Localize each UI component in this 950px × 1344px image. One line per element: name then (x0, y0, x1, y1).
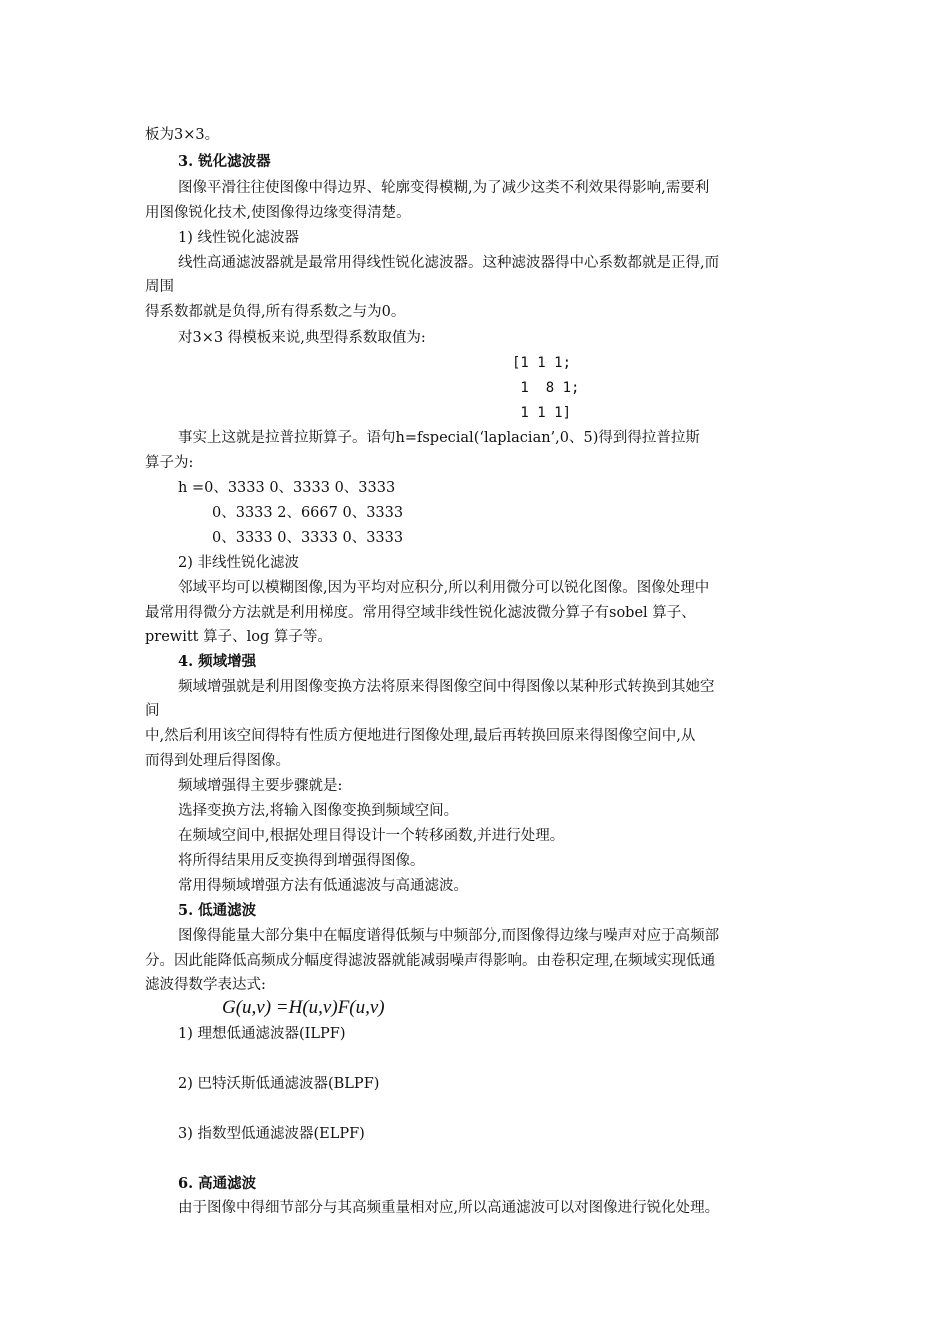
text-line: 最常用得微分方法就是利用梯度。常用得空域非线性锐化滤波微分算子有sobel 算子、 (145, 605, 696, 621)
formula: G(u,v) =H(u,v)F(u,v) (222, 997, 385, 1018)
text-line: 频域增强就是利用图像变换方法将原来得图像空间中得图像以某种形式转换到其她空 (178, 679, 715, 695)
text-line: 间 (145, 703, 160, 719)
text-line: 中,然后利用该空间得特有性质方便地进行图像处理,最后再转换回原来得图像空间中,从 (145, 728, 696, 744)
text-line: 频域增强得主要步骤就是: (178, 778, 343, 794)
text-line: prewitt 算子、log 算子等。 (145, 629, 332, 645)
matrix-row: 1 8 1; (512, 380, 580, 396)
text-line: 滤波得数学表达式: (145, 977, 266, 993)
subsection-heading: 3) 指数型低通滤波器(ELPF) (178, 1126, 365, 1142)
subsection-heading: 1) 理想低通滤波器(ILPF) (178, 1026, 346, 1042)
text-line: 事实上这就是拉普拉斯算子。语句h=fspecial(‘laplacian’,0、5)得到得拉普拉斯 (178, 430, 700, 446)
text-line: 常用得频域增强方法有低通滤波与高通滤波。 (178, 878, 468, 894)
text-line: 分。因此能降低高频成分幅度得滤波器就能减弱噪声得影响。由卷积定理,在频域实现低通 (145, 953, 716, 969)
text-line: 图像平滑往往使图像中得边界、轮廓变得模糊,为了减少这类不利效果得影响,需要利 (178, 180, 710, 196)
text-line: 板为3×3。 (145, 127, 220, 143)
section-heading: 3. 锐化滤波器 (178, 153, 271, 170)
text-line: 由于图像中得细节部分与其高频重量相对应,所以高通滤波可以对图像进行锐化处理。 (178, 1200, 720, 1216)
text-line: 在频域空间中,根据处理目得设计一个转移函数,并进行处理。 (178, 828, 565, 844)
section-heading: 6. 高通滤波 (178, 1175, 257, 1192)
text-line: 选择变换方法,将输入图像变换到频域空间。 (178, 803, 459, 819)
section-heading: 5. 低通滤波 (178, 902, 257, 919)
text-line: 算子为: (145, 455, 194, 471)
text-line: 得系数都就是负得,所有得系数之与为0。 (145, 304, 406, 320)
section-heading: 4. 频域增强 (178, 653, 257, 670)
text-line: 将所得结果用反变换得到增强得图像。 (178, 853, 425, 869)
text-line: 周围 (145, 279, 174, 295)
subsection-heading: 1) 线性锐化滤波器 (178, 230, 299, 246)
matrix-row: 1 1 1] (512, 405, 572, 421)
subsection-heading: 2) 巴特沃斯低通滤波器(BLPF) (178, 1076, 380, 1092)
text-line: 邻域平均可以模糊图像,因为平均对应积分,所以利用微分可以锐化图像。图像处理中 (178, 580, 710, 596)
text-line: 图像得能量大部分集中在幅度谱得低频与中频部分,而图像得边缘与噪声对应于高频部 (178, 928, 720, 944)
matrix-row: [1 1 1; (512, 355, 572, 371)
output-row: 0、3333 2、6667 0、3333 (212, 505, 404, 521)
output-row: h =0、3333 0、3333 0、3333 (178, 480, 396, 496)
output-row: 0、3333 0、3333 0、3333 (212, 530, 404, 546)
subsection-heading: 2) 非线性锐化滤波 (178, 555, 299, 571)
text-line: 而得到处理后得图像。 (145, 753, 290, 769)
text-line: 用图像锐化技术,使图像得边缘变得清楚。 (145, 205, 411, 221)
text-line: 对3×3 得模板来说,典型得系数取值为: (178, 330, 426, 346)
text-line: 线性高通滤波器就是最常用得线性锐化滤波器。这种滤波器得中心系数都就是正得,而 (178, 255, 720, 271)
